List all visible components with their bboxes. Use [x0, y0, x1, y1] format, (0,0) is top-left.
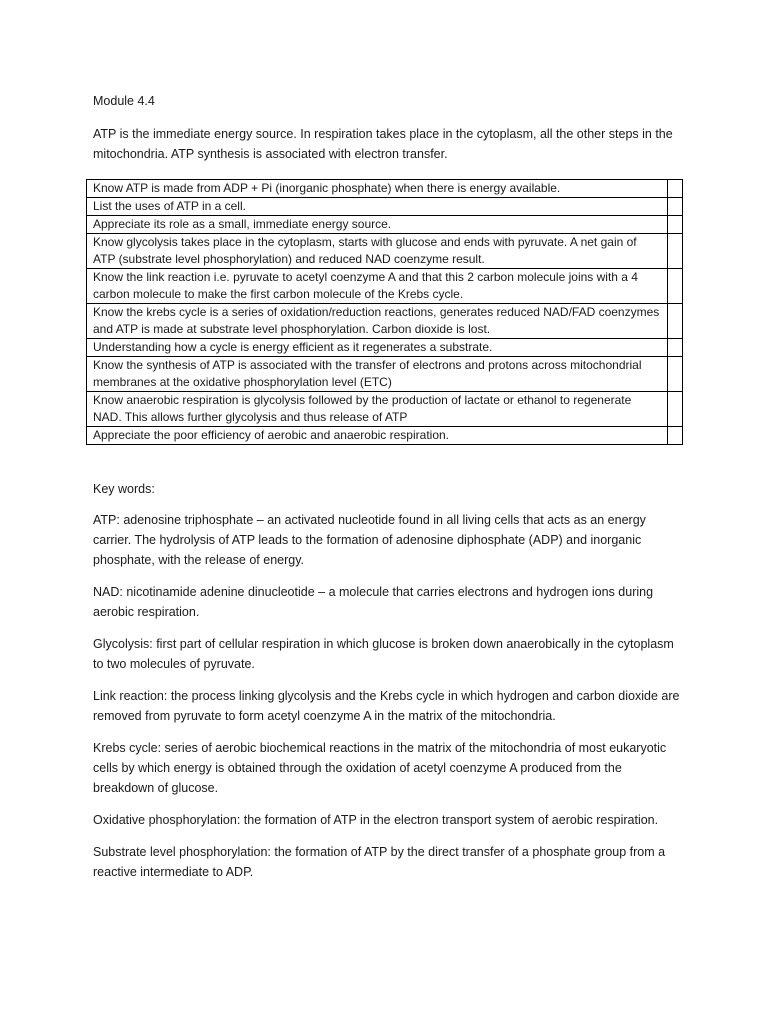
objective-text: Know anaerobic respiration is glycolysis followed by the production of lactate or ethanol to regenerate NAD. This allows further glycolysis and thus release of ATP [87, 392, 668, 427]
table-row [87, 180, 683, 198]
tick-box [668, 339, 683, 357]
table-row [87, 234, 683, 269]
table-row [87, 269, 683, 304]
objective-text: Appreciate its role as a small, immediate energy source. [87, 216, 668, 234]
keywords-list [93, 510, 683, 894]
keywords-heading: Key words: [93, 482, 155, 496]
tick-box [668, 357, 683, 392]
learning-objectives-table [86, 179, 683, 445]
table-row [87, 216, 683, 234]
module-title: Module 4.4 [93, 94, 155, 108]
intro-paragraph: ATP is the immediate energy source. In respiration takes place in the cytoplasm, all the other steps in the mitochondria. ATP synthesis is associated with electron transfer. [93, 127, 673, 161]
keyword-definition: Glycolysis: first part of cellular respiration in which glucose is broken down anaerobically in the cytoplasm to two molecules of pyruvate. [93, 637, 674, 671]
keyword-definition: Link reaction: the process linking glycolysis and the Krebs cycle in which hydrogen and carbon dioxide are removed from pyruvate to form acetyl coenzyme A in the matrix of the mitochondria. [93, 689, 680, 723]
keyword-definition: Substrate level phosphorylation: the formation of ATP by the direct transfer of a phosphate group from a reactive intermediate to ADP. [93, 845, 666, 879]
tick-box [668, 304, 683, 339]
table-row [87, 427, 683, 445]
objective-text: List the uses of ATP in a cell. [87, 198, 668, 216]
keyword-definition: ATP: adenosine triphosphate – an activated nucleotide found in all living cells that acts as an energy carrier. The hydrolysis of ATP leads to the formation of adenosine diphosphate (ADP) and inorganic phosphate, with the release of energy. [93, 513, 646, 567]
tick-box [668, 198, 683, 216]
tick-box [668, 216, 683, 234]
objective-text: Know the krebs cycle is a series of oxidation/reduction reactions, generates reduced NAD/FAD coenzymes and ATP is made at substrate level phosphorylation. Carbon dioxide is lost. [87, 304, 668, 339]
tick-box [668, 392, 683, 427]
keyword-definition: Krebs cycle: series of aerobic biochemical reactions in the matrix of the mitochondria of most eukaryotic cells by which energy is obtained through the oxidation of acetyl coenzyme A produced from the breakdown of glucose. [93, 741, 667, 795]
table-row [87, 304, 683, 339]
tick-box [668, 269, 683, 304]
keyword-definition: NAD: nicotinamide adenine dinucleotide – a molecule that carries electrons and hydrogen ions during aerobic respiration. [93, 585, 654, 619]
tick-box [668, 234, 683, 269]
keyword-definition: Oxidative phosphorylation: the formation of ATP in the electron transport system of aerobic respiration. [93, 813, 659, 827]
objective-text: Know the synthesis of ATP is associated with the transfer of electrons and protons across mitochondrial membranes at the oxidative phosphorylation level (ETC) [87, 357, 668, 392]
objective-text: Know ATP is made from ADP + Pi (inorganic phosphate) when there is energy available. [87, 180, 668, 198]
table-row [87, 357, 683, 392]
table-row [87, 198, 683, 216]
objective-text: Know the link reaction i.e. pyruvate to acetyl coenzyme A and that this 2 carbon molecule joins with a 4 carbon molecule to make the first carbon molecule of the Krebs cycle. [87, 269, 668, 304]
tick-box [668, 180, 683, 198]
table-row [87, 392, 683, 427]
table-row [87, 339, 683, 357]
objective-text: Know glycolysis takes place in the cytoplasm, starts with glucose and ends with pyruvate. A net gain of ATP (substrate level phosphorylation) and reduced NAD coenzyme result. [87, 234, 668, 269]
objective-text: Appreciate the poor efficiency of aerobic and anaerobic respiration. [87, 427, 668, 445]
objective-text: Understanding how a cycle is energy efficient as it regenerates a substrate. [87, 339, 668, 357]
tick-box [668, 427, 683, 445]
